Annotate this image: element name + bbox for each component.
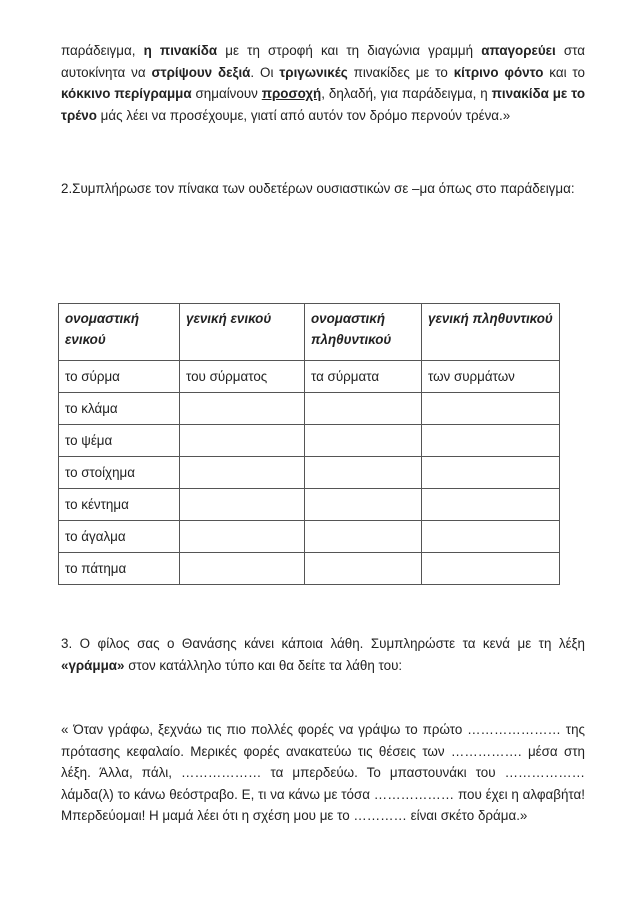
table-row <box>59 553 560 585</box>
table-row <box>59 457 560 489</box>
table-header: ονομαστική πληθυντικού <box>305 304 422 361</box>
nouns-table <box>58 303 560 585</box>
table-cell: τα σύρματα <box>305 361 422 393</box>
intro-paragraph <box>61 40 585 126</box>
table-row <box>59 361 560 393</box>
table-cell: του σύρματος <box>180 361 305 393</box>
intro-text: με τη στροφή και τη διαγώνια γραμμή <box>217 43 482 58</box>
blank-cell[interactable] <box>180 393 305 425</box>
blank-cell[interactable] <box>180 521 305 553</box>
blank-cell[interactable] <box>422 393 560 425</box>
blank-cell[interactable] <box>305 457 422 489</box>
quote-paragraph: « Όταν γράφω, ξεχνάω τις πιο πολλές φορές να γράψω το πρώτο ………………… της πρότασης κεφαλαίο. Μερικές φορές ανακατεύω τις θέσεις των ……………. μέσα στη λέξη. Άλλα, πάλι, ……………… τα μπερδεύω. Το μπαστουνάκι του ……………… λάμδα(λ) το κάνω θεόστραβο. Ε, τι να κάνω με τόσα ……………… που έχει η αλφαβήτα! Μπερδεύομαι! Η μαμά λέει ότι η σχέση μου με το ………… είναι σκέτο δράμα.» <box>61 722 585 823</box>
blank-cell[interactable] <box>180 425 305 457</box>
task2-instruction: 2.Συμπλήρωσε τον πίνακα των ουδετέρων ουσιαστικών σε –μα όπως στο παράδειγμα: <box>61 181 575 196</box>
blank-cell[interactable] <box>422 457 560 489</box>
blank-cell[interactable] <box>180 457 305 489</box>
intro-text: , δηλαδή, για παράδειγμα, η <box>321 86 492 101</box>
blank-cell[interactable] <box>305 521 422 553</box>
table-cell: το στοίχημα <box>59 457 180 489</box>
intro-text: σημαίνουν <box>191 86 262 101</box>
task3-instruction <box>61 633 585 676</box>
table-cell: το κλάμα <box>59 393 180 425</box>
table-header-row <box>59 304 560 361</box>
table-cell: το ψέμα <box>59 425 180 457</box>
blank-cell[interactable] <box>305 393 422 425</box>
table-cell: το σύρμα <box>59 361 180 393</box>
blank-cell[interactable] <box>422 521 560 553</box>
table-cell: το κέντημα <box>59 489 180 521</box>
task3-text: 3. Ο φίλος σας ο Θανάσης κάνει κάποια λάθη. Συμπληρώστε τα κενά με τη λέξη <box>61 636 585 651</box>
task3-text: στον κατάλληλο τύπο και θα δείτε τα λάθη του: <box>124 657 403 673</box>
intro-bold-text: κόκκινο περίγραμμα <box>61 86 192 101</box>
table-row <box>59 521 560 553</box>
task3-bold-word: «γράμμα» <box>61 657 125 673</box>
blank-cell[interactable] <box>180 553 305 585</box>
intro-bold-text: τριγωνικές <box>279 64 348 80</box>
table-row <box>59 489 560 521</box>
table-header: ονομαστική ενικού <box>59 304 180 361</box>
intro-bold-text: η πινακίδα <box>143 43 218 58</box>
blank-cell[interactable] <box>422 489 560 521</box>
intro-text: και το <box>543 64 585 80</box>
blank-cell[interactable] <box>305 425 422 457</box>
intro-bold-text: πινακίδα με το τρένο <box>61 86 585 123</box>
intro-text: . Οι <box>250 64 280 80</box>
table-row <box>59 393 560 425</box>
table-cell: το άγαλμα <box>59 521 180 553</box>
table-cell: των συρμάτων <box>422 361 560 393</box>
intro-text: παράδειγμα, <box>61 43 144 58</box>
intro-bold-text: στρίψουν δεξιά <box>151 64 251 80</box>
intro-text: πινακίδες με το <box>347 64 454 80</box>
table-cell: το πάτημα <box>59 553 180 585</box>
table-row <box>59 425 560 457</box>
intro-underlined-text: προσοχή <box>261 86 322 101</box>
intro-bold-text: απαγορεύει <box>481 43 556 58</box>
blank-cell[interactable] <box>305 553 422 585</box>
table-header: γενική ενικού <box>180 304 305 361</box>
blank-cell[interactable] <box>180 489 305 521</box>
intro-bold-text: κίτρινο φόντο <box>453 64 544 80</box>
blank-cell[interactable] <box>422 425 560 457</box>
blank-cell[interactable] <box>422 553 560 585</box>
intro-text: στα αυτοκίνητα να <box>61 43 586 80</box>
blank-cell[interactable] <box>305 489 422 521</box>
intro-text: μάς λέει να προσέχουμε, γιατί από αυτόν τον δρόμο περνούν τρένα.» <box>96 107 511 123</box>
table-header: γενική πληθυντικού <box>422 304 560 361</box>
